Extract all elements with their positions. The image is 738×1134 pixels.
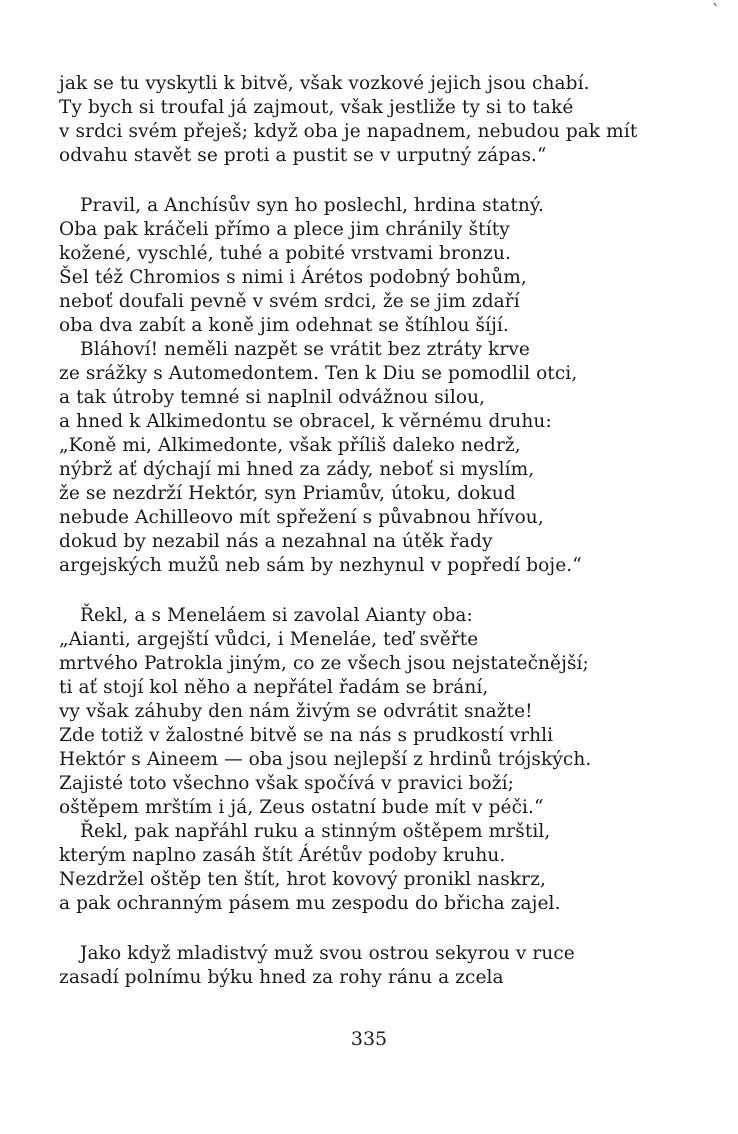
text-line: kterým naplno zasáh štít Árétův podoby kruhu.	[59, 845, 506, 866]
text-line: argejských mužů neb sám by nezhynul v popředí boje.“	[59, 555, 582, 576]
text-line: oba dva zabít a koně jim odehnat se štíhlou šíjí.	[59, 315, 509, 336]
text-line: „Koně mi, Alkimedonte, však příliš daleko nedrž,	[59, 435, 521, 456]
text-line: Bláhoví! neměli nazpět se vrátit bez ztráty krve	[80, 339, 530, 360]
text-line: zasadí polnímu býku hned za rohy ránu a zcela	[59, 967, 504, 988]
text-line: Ty bych si troufal já zajmout, však jestliže ty si to také	[59, 97, 574, 118]
text-line: odvahu stavět se proti a pustit se v urputný zápas.“	[59, 145, 547, 166]
text-line: Řekl, a s Meneláem si zavolal Aianty oba:	[80, 605, 473, 626]
text-line: Jako když mladistvý muž svou ostrou sekyrou v ruce	[80, 943, 575, 964]
text-line: neboť doufali pevně v svém srdci, že se jim zdaří	[59, 291, 520, 312]
text-line: a tak útroby temné si naplnil odvážnou silou,	[59, 387, 486, 408]
text-line: v srdci svém přeješ; když oba je napadnem, nebudou pak mít	[59, 121, 638, 142]
text-line: Řekl, pak napřáhl ruku a stinným oštěpem mrštil,	[80, 821, 551, 842]
text-line: Zajisté toto všechno však spočívá v pravici boží;	[59, 773, 514, 794]
text-line: oštěpem mrštím i já, Zeus ostatní bude mít v péči.“	[59, 797, 544, 818]
text-line: kožené, vyschlé, tuhé a pobité vrstvami bronzu.	[59, 243, 511, 264]
corner-mark: `	[712, 1, 720, 20]
text-line: ze srážky s Automedontem. Ten k Diu se pomodlil otci,	[59, 363, 578, 384]
text-line: že se nezdrží Hektór, syn Priamův, útoku, dokud	[59, 483, 516, 504]
text-line: Hektór s Aineem — oba jsou nejlepší z hrdinů trójských.	[59, 749, 592, 770]
page-number: 335	[350, 1028, 388, 1050]
text-line: a hned k Alkimedontu se obracel, k věrnému druhu:	[59, 411, 552, 432]
text-line: a pak ochranným pásem mu zespodu do břicha zajel.	[59, 893, 561, 914]
text-line: Zde totiž v žalostné bitvě se na nás s prudkostí vrhli	[59, 725, 554, 746]
text-line: Pravil, a Anchísův syn ho poslechl, hrdina statný.	[80, 195, 544, 216]
text-line: mrtvého Patrokla jiným, co ze všech jsou nejstatečnější;	[59, 653, 589, 674]
text-line: Nezdržel oštěp ten štít, hrot kovový pronikl naskrz,	[59, 869, 546, 890]
text-line: jak se tu vyskytli k bitvě, však vozkové jejich jsou chabí.	[59, 73, 590, 94]
text-line: nebude Achilleovo mít spřežení s půvabnou hřívou,	[59, 507, 544, 528]
text-line: „Aianti, argejští vůdci, i Meneláe, teď svěřte	[59, 629, 479, 650]
text-line: ti ať stojí kol něho a nepřátel řadám se brání,	[59, 677, 489, 698]
text-line: nýbrž ať dýchají mi hned za zády, neboť si myslím,	[59, 459, 535, 480]
text-line: Šel též Chromios s nimi i Árétos podobný bohům,	[59, 267, 527, 288]
text-line: dokud by nezabil nás a nezahnal na útěk řady	[59, 531, 493, 552]
text-line: Oba pak kráčeli přímo a plece jim chránily štíty	[59, 219, 510, 240]
text-line: vy však záhuby den nám živým se odvrátit snažte!	[59, 701, 533, 722]
